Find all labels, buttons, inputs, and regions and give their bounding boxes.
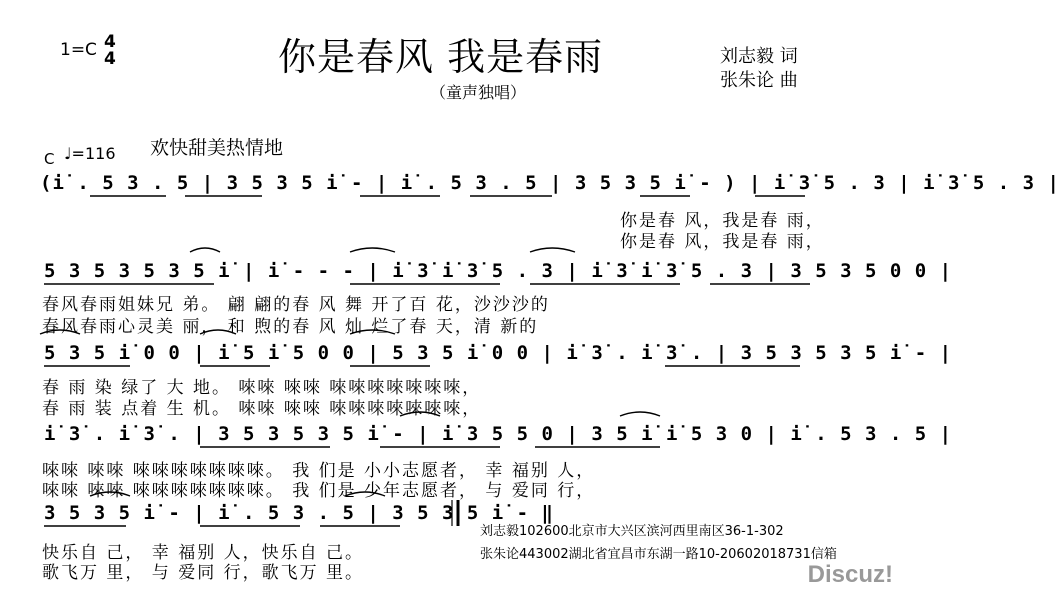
lyric-line-2b: 春风春雨心灵美 丽， 和 煦的春 风 灿 烂了春 天，清 新的 <box>42 317 539 337</box>
lyricist-credit: 刘志毅 词 <box>720 46 798 67</box>
time-signature-top: 4 <box>104 32 116 52</box>
expression-marking: 欢快甜美热情地 <box>150 137 284 159</box>
discuz-watermark: Discuz! <box>807 561 893 588</box>
score-line-4: i̇ 3̇ . i̇ 3̇ . | 3 5 3 5 3 5 i̇ - | i̇ 3 5 5 0 | 3 5 i̇ i̇ 5 3 0 | i̇ . 5 3 . 5 | <box>44 423 953 445</box>
score-line-2: 5 3 5 3 5 3 5 i̇ | i̇ - - - | i̇ 3̇ i̇ 3̇ 5 . 3 | i̇ 3̇ i̇ 3̇ 5 . 3 | 3 5 3 5 0 0 | <box>44 260 953 282</box>
lyric-line-5b: 歌飞万 里， 与 爱同 行，歌飞万 里。 <box>42 563 365 583</box>
song-title: 你是春风 我是春雨 <box>278 35 604 79</box>
composer-credit: 张朱论 曲 <box>720 70 798 91</box>
lyric-line-3b: 春 雨 装 点着 生 机。 唻唻 唻唻 唻唻唻唻唻唻唻， <box>42 399 482 419</box>
lyric-line-3a: 春 雨 染 绿了 大 地。 唻唻 唻唻 唻唻唻唻唻唻唻， <box>42 378 482 398</box>
tempo-key: C <box>44 150 55 168</box>
score-line-1: (i̇ . 5 3 . 5 | 3 5 3 5 i̇ - | i̇ . 5 3 . 5 | 3 5 3 5 i̇ - ) | i̇ 3̇ 5 . 3 | i̇ 3̇ 5 . 3 | <box>40 172 1060 194</box>
lyric-line-2a: 春风春雨姐妹兄 弟。 翩 翩的春 风 舞 开了百 花，沙沙沙的 <box>42 295 550 315</box>
lyric-line-4b: 唻唻 唻唻 唻唻唻唻唻唻唻。 我 们是 少年志愿者， 与 爱同 行， <box>42 481 596 501</box>
lyric-line-5a: 快乐自 己， 幸 福别 人，快乐自 己。 <box>42 543 365 563</box>
song-subtitle: （童声独唱） <box>430 83 527 102</box>
score-line-3: 5 3 5 i̇ 0 0 | i̇ 5 i̇ 5 0 0 | 5 3 5 i̇ 0 0 | i̇ 3̇ . i̇ 3̇ . | 3 5 3 5 3 5 i̇ - | <box>44 342 953 364</box>
lyric-line-4a: 唻唻 唻唻 唻唻唻唻唻唻唻。 我 们是 小小志愿者， 幸 福别 人， <box>42 461 596 481</box>
time-signature-bottom: 4 <box>104 49 116 69</box>
tempo-marking: ♩=116 <box>64 144 116 163</box>
composer-address: 张朱论443002湖北省宜昌市东湖一路10-20602018731信箱 <box>480 547 837 562</box>
key-signature: 1=C <box>60 40 97 60</box>
lyric-line-1a: 你是春 风，我是春 雨， <box>620 211 825 231</box>
lyric-line-1b: 你是春 风，我是春 雨， <box>620 232 825 252</box>
score-line-5: 3 5 3 5 i̇ - | i̇ . 5 3 . 5 | 3 5 3 5 i̇ - ‖ <box>44 502 554 524</box>
lyricist-address: 刘志毅102600北京市大兴区滨河西里南区36-1-302 <box>480 524 784 539</box>
